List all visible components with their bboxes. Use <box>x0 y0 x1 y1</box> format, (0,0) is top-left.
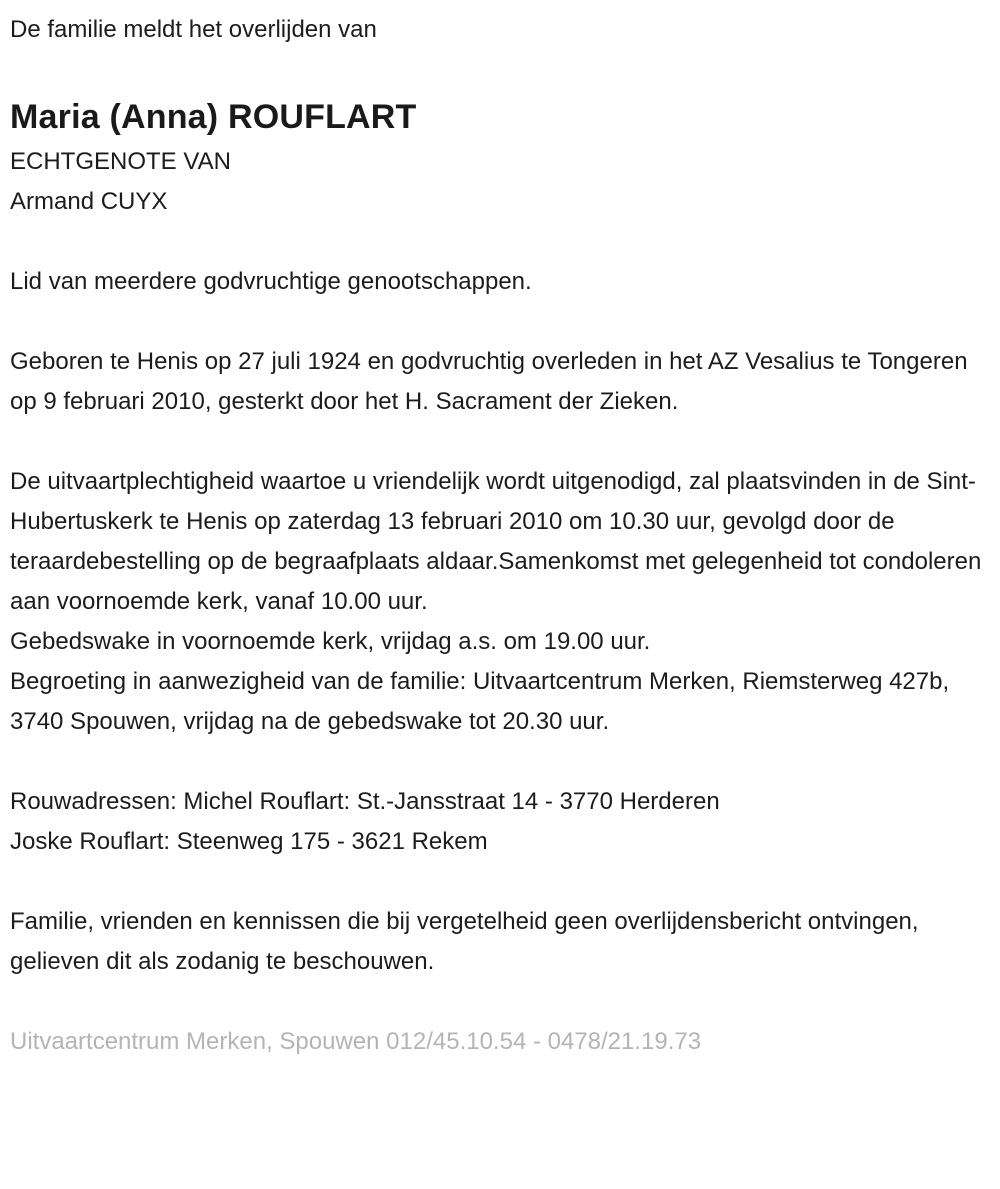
deceased-name: Maria (Anna) ROUFLART <box>10 98 417 136</box>
wake-info: Gebedswake in voornoemde kerk, vrijdag a.s. om 19.00 uur. <box>10 628 651 655</box>
life-summary-paragraph: Geboren te Henis op 27 juli 1924 en godvruchtig overleden in het AZ Vesalius te Tongeren op 9 februari 2010, gesterkt door het H. Sacrament der Zieken. <box>10 348 968 415</box>
funeral-home-footer: Uitvaartcentrum Merken, Spouwen 012/45.10.54 - 0478/21.19.73 <box>10 1028 702 1055</box>
apology-note: Familie, vrienden en kennissen die bij vergetelheid geen overlijdensbericht ontvingen, gelieven dit als zodanig te beschouwen. <box>10 908 919 975</box>
deceased-header-block <box>10 90 990 222</box>
mourning-address-line-2: Joske Rouflart: Steenweg 175 - 3621 Rekem <box>10 828 488 855</box>
mourning-addresses-block <box>10 782 990 862</box>
mourning-address-line-1: Rouwadressen: Michel Rouflart: St.-Jansstraat 14 - 3770 Herderen <box>10 788 720 815</box>
greeting-info: Begroeting in aanwezigheid van de familie: Uitvaartcentrum Merken, Riemsterweg 427b, 3740 Spouwen, vrijdag na de gebedswake tot 20.30 uur. <box>10 668 950 735</box>
intro-line: De familie meldt het overlijden van <box>10 16 377 43</box>
ceremony-block <box>10 462 990 742</box>
membership-line: Lid van meerdere godvruchtige genootschappen. <box>10 268 532 295</box>
service-info: De uitvaartplechtigheid waartoe u vriendelijk wordt uitgenodigd, zal plaatsvinden in de Sint-Hubertuskerk te Henis op zaterdag 13 februari 2010 om 10.30 uur, gevolgd door de teraardebestelling op de begraafplaats aldaar.Samenkomst met gelegenheid tot condoleren aan voornoemde kerk, vanaf 10.00 uur. <box>10 468 982 615</box>
relation-label: ECHTGENOTE VAN <box>10 148 231 175</box>
spouse-name: Armand CUYX <box>10 188 168 215</box>
